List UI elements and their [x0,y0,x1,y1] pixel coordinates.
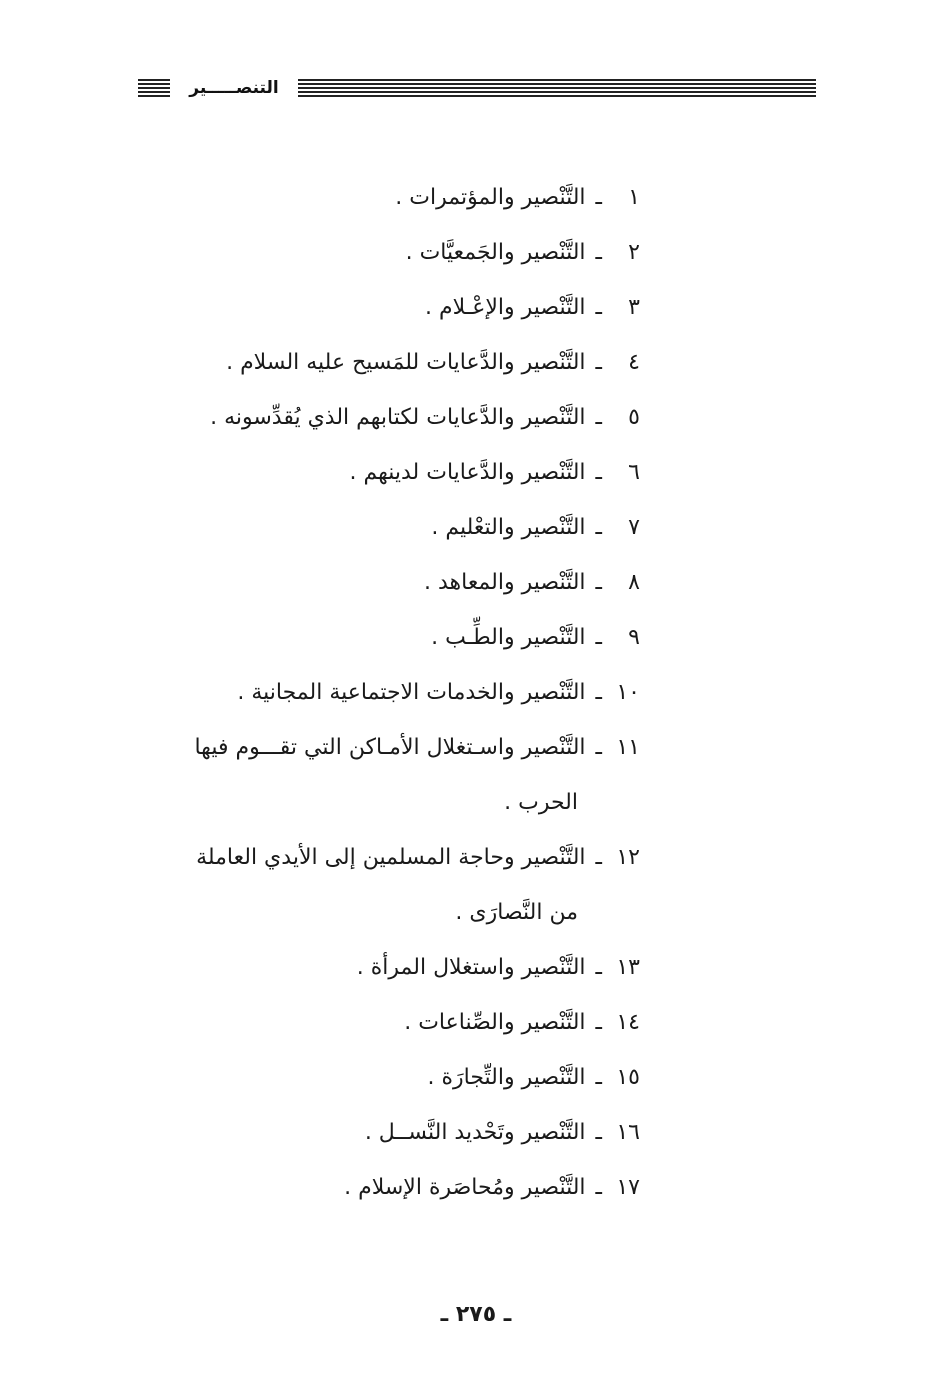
item-dash: ـ [595,350,602,375]
item-number: ٣ [628,295,640,320]
item-text: التَّنْصير والطِّـب . [431,625,586,650]
item-text: التَّنْصير واستغلال المرأة . [356,955,586,980]
list-item [40,280,640,335]
item-text: التَّنْصير ومُحاصَرة الإسلام . [344,1175,586,1200]
item-number: ١٧ [616,1175,640,1200]
item-text: التَّنْصير وتَحْديد النَّســل . [364,1120,586,1145]
item-number: ١٥ [616,1065,640,1090]
item-dash: ـ [595,625,602,650]
item-dash: ـ [595,680,602,705]
item-number: ٧ [628,515,640,540]
item-text-continuation: الحرب . [504,790,578,815]
item-text: التَّنْصير والإعْـلام . [425,295,586,320]
list-item [40,1160,640,1215]
item-dash: ـ [595,460,602,485]
item-dash: ـ [595,185,602,210]
list-item [40,445,640,500]
item-text: التَّنْصير واسـتغلال الأمـاكن التي تقـــوم فيها [194,735,586,760]
item-dash: ـ [595,295,602,320]
item-text-continuation: من النَّصارَى . [455,900,578,925]
item-text: التَّنْصير وحاجة المسلمين إلى الأيدي العاملة [196,845,586,870]
item-text: التَّنْصير والصِّناعات . [404,1010,586,1035]
item-text: التَّنْصير والدَّعايات للمَسيح عليه السلام . [226,350,586,375]
list-item [40,225,640,280]
header-rule-left [138,79,170,99]
item-text: التَّنْصير والتِّجارَة . [427,1065,586,1090]
list-item [40,995,640,1050]
item-number: ١٢ [616,845,640,870]
page-number: ـ ٢٧٥ ـ [440,1302,512,1327]
item-dash: ـ [595,1010,602,1035]
item-number: ١٤ [616,1010,640,1035]
list-item [40,555,640,610]
item-dash: ـ [595,405,602,430]
item-dash: ـ [595,1175,602,1200]
list-item [40,500,640,555]
item-number: ٢ [628,240,640,265]
item-dash: ـ [595,240,602,265]
item-number: ١٣ [616,955,640,980]
item-dash: ـ [595,570,602,595]
item-text: التَّنْصير والتعْليم . [431,515,586,540]
item-dash: ـ [595,1065,602,1090]
list-item [40,390,640,445]
item-text: التَّنْصير والجَمعيَّات . [405,240,586,265]
item-number: ٨ [628,570,640,595]
list-item [40,335,640,390]
item-dash: ـ [595,845,602,870]
topic-list [40,170,640,1215]
item-text: التَّنْصير والدَّعايات لدينهم . [349,460,586,485]
item-number: ١٠ [616,680,640,705]
header-title: التنصـــــير [189,78,279,98]
item-number: ٤ [628,350,640,375]
item-number: ٦ [628,460,640,485]
item-dash: ـ [595,735,602,760]
item-number: ١٦ [616,1120,640,1145]
item-text: التَّنْصير والمعاهد . [423,570,586,595]
item-dash: ـ [595,1120,602,1145]
list-item [40,940,640,995]
item-number: ١١ [616,735,640,760]
item-number: ٩ [628,625,640,650]
item-number: ٥ [628,405,640,430]
list-item [40,170,640,225]
running-header [138,76,816,102]
list-item [40,610,640,665]
item-text: التَّنْصير والخدمات الاجتماعية المجانية . [237,680,586,705]
item-number: ١ [628,185,640,210]
item-dash: ـ [595,515,602,540]
list-item [40,830,640,940]
list-item [40,1105,640,1160]
header-rule-right [298,79,816,99]
list-item [40,1050,640,1105]
item-dash: ـ [595,955,602,980]
list-item [40,720,640,830]
item-text: التَّنْصير والمؤتمرات . [395,185,586,210]
item-text: التَّنْصير والدَّعايات لكتابهم الذي يُقدِّسونه . [210,405,586,430]
list-item [40,665,640,720]
